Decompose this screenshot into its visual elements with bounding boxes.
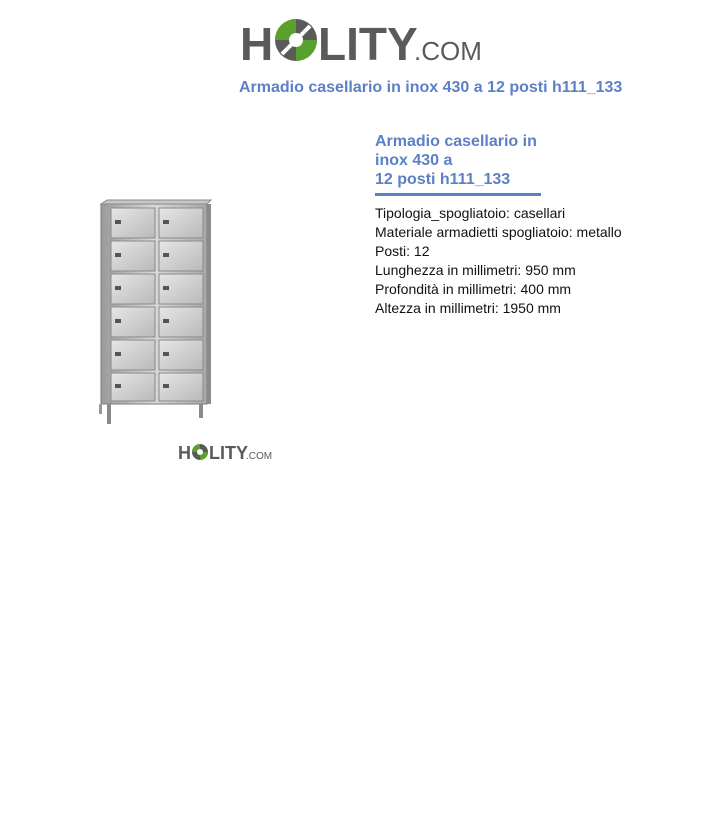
product-title-line: Armadio casellario in xyxy=(375,133,537,150)
spec-row: Materiale armadietti spogliatoio: metallo xyxy=(375,224,622,240)
spec-value: 1950 mm xyxy=(502,300,561,316)
product-image xyxy=(95,198,215,428)
title-underline xyxy=(375,193,541,196)
spec-row: Posti: 12 xyxy=(375,243,430,259)
brand-logo-small xyxy=(178,440,274,464)
spec-label: Altezza in millimetri xyxy=(375,300,495,316)
spec-value: 12 xyxy=(413,243,430,259)
spec-label: Profondità in millimetri xyxy=(375,281,513,297)
logo-letters: LITY xyxy=(318,18,418,68)
logo-small-letters: LITY xyxy=(209,443,248,463)
product-title-line: inox 430 a xyxy=(375,152,453,169)
spec-value: casellari xyxy=(513,205,566,221)
spec-row: Lunghezza in millimetri: 950 mm xyxy=(375,262,576,278)
logo-small-letter-h: H xyxy=(178,443,191,463)
spec-row: Profondità in millimetri: 400 mm xyxy=(375,281,572,297)
spec-value: 950 mm xyxy=(525,262,576,278)
logo-o-icon xyxy=(275,19,317,61)
product-title-line: 12 posti h111_133 xyxy=(375,171,511,188)
page-title: Armadio casellario in inox 430 a 12 posti h111_133 xyxy=(239,79,623,96)
product-title xyxy=(375,132,555,189)
spec-list xyxy=(375,204,705,318)
brand-logo[interactable] xyxy=(238,10,484,68)
logo-small-o-icon xyxy=(192,444,208,460)
spec-label: Posti xyxy=(375,243,407,259)
spec-label: Tipologia_spogliatoio xyxy=(375,205,507,221)
spec-label: Materiale armadietti spogliatoio xyxy=(375,224,569,240)
logo-suffix: .COM xyxy=(414,36,482,66)
logo-letter-h: H xyxy=(240,18,274,68)
spec-row: Altezza in millimetri: 1950 mm xyxy=(375,300,561,316)
spec-row: Tipologia_spogliatoio: casellari xyxy=(375,205,566,221)
spec-value: 400 mm xyxy=(520,281,572,297)
spec-value: metallo xyxy=(576,224,622,240)
logo-small-suffix: .COM xyxy=(246,451,273,462)
spec-label: Lunghezza in millimetri xyxy=(375,262,518,278)
